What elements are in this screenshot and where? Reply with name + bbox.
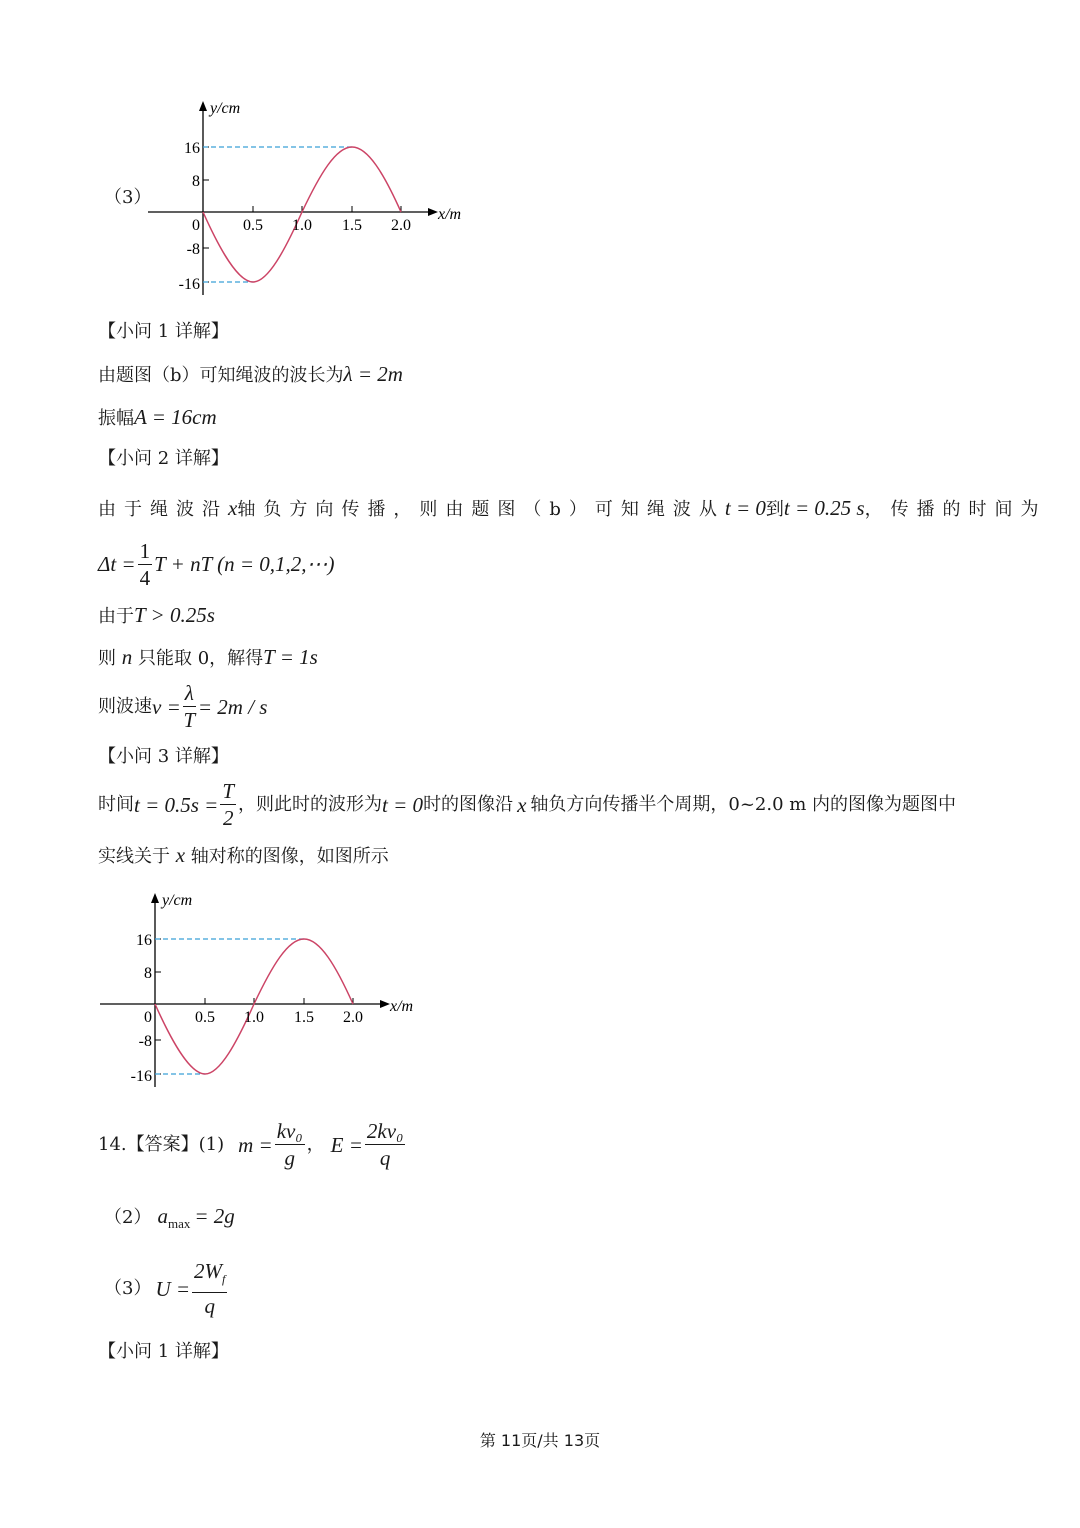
q2-line5: 则波速 v = $\frac{\lambda}{T}$ = 2m / s bbox=[98, 681, 268, 732]
x-tick-label: 2.0 bbox=[391, 217, 411, 234]
x-tick-label: 1.5 bbox=[294, 1009, 314, 1026]
q2-dt-formula bbox=[98, 538, 335, 591]
x-tick-label: 1.5 bbox=[342, 217, 362, 234]
ans14-line1: 14.【答案】(1) m = $\frac{\text{kv₀}}{g}$ ， E = $\frac{\text{2kv₀}}{q}$ bbox=[98, 1119, 404, 1170]
q2-p1-t0: t = 0 bbox=[724, 496, 766, 520]
y-tick-label: 16 bbox=[184, 140, 200, 157]
x-axis-arrow bbox=[380, 1000, 390, 1008]
mass-fraction: $\frac{\text{kv₀}}{g}$ bbox=[276, 1119, 303, 1170]
y-tick-label: 16 bbox=[136, 932, 152, 949]
q3-line1: 时间 t = 0.5s = $\frac{T}{2}$ ，则此时的波形为 t = 0 时的图像沿 x 轴负方向传播半个周期，0~2.0 m 内的图像为题图中 bbox=[98, 779, 957, 830]
y-tick-label: 0 bbox=[192, 217, 200, 234]
y-tick-label: -8 bbox=[186, 241, 200, 258]
q1-line2-text: 振幅 bbox=[98, 408, 134, 429]
q1-line2-math: A = 16cm bbox=[134, 405, 217, 429]
y-axis-arrow bbox=[151, 893, 159, 903]
q3-heading: 【小问 3 详解】 bbox=[98, 746, 229, 767]
ans14-line2: （2） a max = 2g bbox=[104, 1204, 235, 1231]
q2-line3-math: T > 0.25s bbox=[134, 603, 215, 627]
x-tick-label: 1.0 bbox=[292, 217, 312, 234]
y-tick-label: -16 bbox=[178, 276, 200, 293]
q2-p1-c: 到 bbox=[765, 499, 784, 520]
dt-rhs: T + nT (n = 0,1,2,⋯) bbox=[154, 552, 335, 576]
q1-heading: 【小问 1 详解】 bbox=[98, 321, 229, 342]
y-tick-label: -8 bbox=[138, 1033, 152, 1050]
graph1-prefix: （3） bbox=[104, 187, 152, 208]
q2-p1-t1: t = 0.25 s bbox=[783, 496, 865, 520]
q1-line1-math: λ = 2m bbox=[343, 362, 403, 386]
q2-p1-x: x bbox=[228, 496, 238, 520]
page-footer: 第 11页/共 13页 bbox=[479, 1431, 601, 1450]
q1-line1-text: 由题图（b）可知绳波的波长为 bbox=[98, 365, 344, 386]
wave-graph-1 bbox=[140, 95, 480, 300]
voltage-fraction: $\frac{2W_f}{q}$ bbox=[194, 1259, 226, 1319]
ans14-heading: 【小问 1 详解】 bbox=[98, 1341, 229, 1362]
q2-line3: 由于T > 0.25s bbox=[98, 603, 215, 627]
x-axis-label: x/m bbox=[390, 998, 414, 1015]
speed-fraction: $\frac{\lambda}{T}$ bbox=[183, 681, 196, 732]
q1-line2 bbox=[98, 405, 217, 431]
q2-line4-math: T = 1s bbox=[263, 645, 318, 669]
q2-paragraph1 bbox=[98, 496, 1047, 522]
x-axis-arrow bbox=[428, 208, 438, 216]
dt-lhs: Δt = bbox=[98, 552, 136, 576]
y-tick-label: 8 bbox=[192, 173, 200, 190]
q2-heading: 【小问 2 详解】 bbox=[98, 448, 229, 469]
wave-curve bbox=[203, 147, 401, 282]
q2-line4: 则 n 只能取 0，解得T = 1s bbox=[98, 645, 318, 669]
dt-fraction: $\frac{1}{4}$ bbox=[139, 539, 151, 590]
wave-graph-2 bbox=[92, 887, 432, 1092]
q2-p1-a: 由于绳波沿 bbox=[98, 499, 228, 520]
y-tick-label: -16 bbox=[130, 1068, 152, 1085]
q2-p1-b: 轴负方向传播，则由题图（b）可知绳波从 bbox=[237, 499, 725, 520]
x-tick-label: 0.5 bbox=[243, 217, 263, 234]
ans14-label: 14.【答案】(1) bbox=[98, 1133, 225, 1155]
x-tick-label: 1.0 bbox=[244, 1009, 264, 1026]
x-tick-label: 0.5 bbox=[195, 1009, 215, 1026]
q1-line1 bbox=[98, 362, 403, 388]
q2-p1-d: ，传播的时间为 bbox=[864, 499, 1047, 520]
y-tick-label: 8 bbox=[144, 965, 152, 982]
x-tick-label: 2.0 bbox=[343, 1009, 363, 1026]
y-tick-label: 0 bbox=[144, 1009, 152, 1026]
half-period-fraction: $\frac{T}{2}$ bbox=[222, 779, 235, 830]
q3-line2: 实线关于 x 轴对称的图像，如图所示 bbox=[98, 843, 389, 867]
y-axis-label: y/cm bbox=[162, 892, 193, 909]
y-axis-arrow bbox=[199, 101, 207, 111]
wave-curve bbox=[155, 939, 353, 1074]
field-fraction: $\frac{\text{2kv₀}}{q}$ bbox=[366, 1119, 404, 1170]
y-axis-label: y/cm bbox=[210, 100, 241, 117]
ans14-line3: （3） U = $\frac{2W_f}{q}$ bbox=[104, 1259, 226, 1319]
x-axis-label: x/m bbox=[438, 206, 462, 223]
